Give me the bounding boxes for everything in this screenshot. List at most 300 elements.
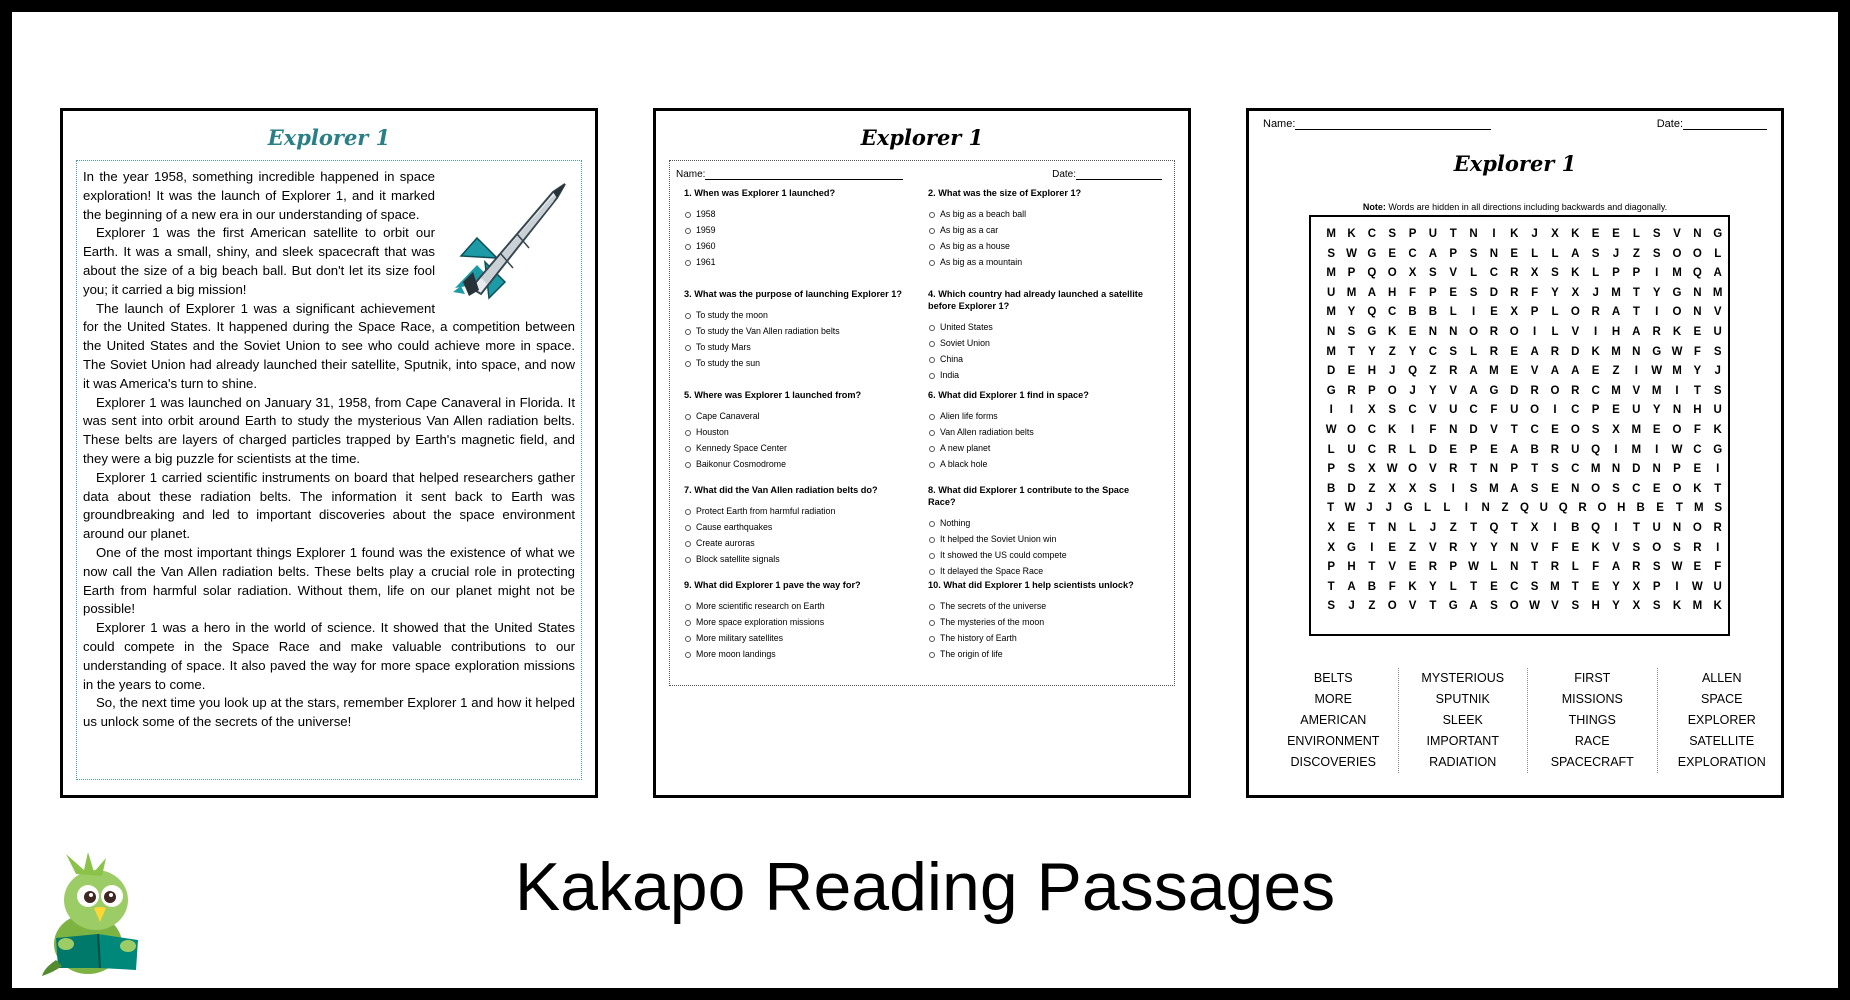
grid-letter[interactable]: S [1449, 345, 1458, 358]
grid-letter[interactable]: P [1327, 463, 1335, 476]
grid-letter[interactable]: T [1510, 521, 1518, 534]
grid-letter[interactable]: O [1597, 502, 1607, 515]
answer-option[interactable]: Cause earthquakes [684, 520, 912, 536]
grid-letter[interactable]: V [1429, 404, 1437, 417]
grid-letter[interactable]: M [1651, 384, 1662, 397]
answer-option[interactable]: Cape Canaveral [684, 409, 912, 425]
grid-letter[interactable]: D [1510, 384, 1519, 397]
grid-letter[interactable]: Y [1469, 541, 1478, 554]
grid-letter[interactable]: G [1326, 384, 1336, 397]
grid-letter[interactable]: I [1349, 404, 1354, 417]
answer-option[interactable]: 1961 [684, 255, 912, 271]
grid-letter[interactable]: S [1652, 228, 1661, 240]
grid-letter[interactable]: U [1428, 228, 1438, 240]
answer-option[interactable]: To study the moon [684, 308, 912, 324]
grid-letter[interactable]: O [1550, 384, 1560, 397]
grid-letter[interactable]: I [1329, 404, 1333, 417]
grid-letter[interactable]: M [1326, 306, 1336, 319]
grid-letter[interactable]: L [1470, 345, 1478, 358]
grid-letter[interactable]: Y [1612, 580, 1620, 593]
grid-letter[interactable]: Z [1388, 345, 1396, 358]
grid-letter[interactable]: E [1693, 463, 1702, 476]
grid-letter[interactable]: I [1614, 521, 1618, 534]
grid-letter[interactable]: I [1675, 580, 1679, 593]
grid-letter[interactable]: F [1490, 404, 1498, 417]
grid-letter[interactable]: S [1469, 482, 1478, 495]
grid-letter[interactable]: G [1489, 384, 1499, 397]
grid-letter[interactable]: P [1652, 580, 1661, 593]
grid-letter[interactable]: P [1469, 443, 1478, 456]
answer-option[interactable]: Nothing [928, 516, 1156, 532]
grid-letter[interactable]: D [1571, 345, 1580, 358]
grid-letter[interactable]: E [1388, 247, 1397, 260]
grid-letter[interactable]: F [1429, 423, 1437, 436]
grid-letter[interactable]: G [1403, 502, 1413, 515]
grid-letter[interactable]: Q [1519, 502, 1529, 515]
grid-letter[interactable]: V [1530, 365, 1539, 378]
grid-letter[interactable]: O [1387, 267, 1397, 280]
grid-letter[interactable]: T [1632, 306, 1640, 319]
grid-letter[interactable]: A [1530, 345, 1539, 358]
grid-letter[interactable]: R [1428, 561, 1438, 574]
grid-letter[interactable]: M [1326, 228, 1336, 240]
grid-letter[interactable]: L [1424, 502, 1432, 515]
grid-letter[interactable]: O [1570, 306, 1580, 319]
grid-letter[interactable]: K [1693, 482, 1702, 495]
grid-letter[interactable]: W [1529, 600, 1541, 613]
grid-letter[interactable]: D [1632, 463, 1641, 476]
grid-letter[interactable]: S [1429, 267, 1437, 280]
grid-letter[interactable]: E [1510, 365, 1519, 378]
letter-grid[interactable] [1309, 215, 1730, 636]
grid-letter[interactable]: V [1449, 384, 1458, 397]
grid-letter[interactable]: P [1673, 463, 1681, 476]
ws-name-field[interactable] [1263, 118, 1491, 130]
grid-letter[interactable]: A [1469, 384, 1478, 397]
grid-letter[interactable]: K [1591, 345, 1600, 358]
grid-letter[interactable]: N [1510, 541, 1519, 554]
grid-letter[interactable]: M [1692, 600, 1703, 613]
answer-option[interactable]: 1959 [684, 223, 912, 239]
grid-letter[interactable]: M [1631, 443, 1642, 456]
grid-letter[interactable]: Z [1368, 600, 1376, 613]
grid-letter[interactable]: O [1408, 463, 1418, 476]
grid-letter[interactable]: T [1470, 521, 1478, 534]
grid-letter[interactable]: R [1713, 521, 1722, 534]
grid-letter[interactable]: K [1571, 228, 1580, 240]
grid-letter[interactable]: E [1408, 325, 1417, 338]
answer-option[interactable]: A new planet [928, 441, 1156, 457]
grid-letter[interactable]: R [1530, 384, 1539, 397]
grid-letter[interactable]: V [1408, 600, 1417, 613]
grid-letter[interactable]: L [1551, 306, 1559, 319]
grid-letter[interactable]: Y [1693, 365, 1702, 378]
grid-letter[interactable]: M [1611, 345, 1621, 358]
grid-letter[interactable]: E [1652, 423, 1661, 436]
grid-letter[interactable]: S [1327, 247, 1335, 260]
grid-letter[interactable]: O [1387, 600, 1397, 613]
grid-letter[interactable]: S [1673, 541, 1681, 554]
grid-letter[interactable]: S [1591, 247, 1600, 260]
grid-letter[interactable]: X [1632, 580, 1641, 593]
grid-letter[interactable]: A [1510, 443, 1519, 456]
grid-letter[interactable]: S [1713, 384, 1722, 397]
grid-letter[interactable]: P [1530, 306, 1539, 319]
grid-letter[interactable]: Q [1692, 267, 1702, 280]
answer-option[interactable]: Baikonur Cosmodrome [684, 457, 912, 473]
grid-letter[interactable]: R [1571, 384, 1580, 397]
grid-letter[interactable]: N [1489, 463, 1499, 476]
grid-letter[interactable]: Z [1632, 247, 1640, 260]
grid-letter[interactable]: M [1550, 580, 1560, 593]
grid-letter[interactable]: E [1347, 521, 1356, 534]
grid-letter[interactable]: B [1530, 443, 1539, 456]
grid-letter[interactable]: P [1429, 286, 1437, 299]
grid-letter[interactable]: S [1714, 502, 1723, 515]
grid-letter[interactable]: H [1693, 404, 1702, 417]
grid-letter[interactable]: R [1347, 384, 1356, 397]
grid-letter[interactable]: M [1631, 423, 1642, 436]
grid-letter[interactable]: X [1530, 521, 1539, 534]
grid-letter[interactable]: N [1632, 345, 1641, 358]
answer-option[interactable]: Van Allen radiation belts [928, 425, 1156, 441]
grid-letter[interactable]: C [1571, 463, 1580, 476]
grid-letter[interactable]: Y [1652, 404, 1661, 417]
grid-letter[interactable]: X [1368, 463, 1376, 476]
answer-option[interactable]: Soviet Union [928, 336, 1156, 352]
grid-letter[interactable]: V [1530, 541, 1539, 554]
grid-letter[interactable]: O [1672, 423, 1682, 436]
grid-letter[interactable]: I [1492, 228, 1496, 240]
grid-letter[interactable]: A [1571, 247, 1580, 260]
grid-letter[interactable]: D [1428, 443, 1438, 456]
grid-letter[interactable]: M [1326, 267, 1336, 280]
grid-letter[interactable]: N [1672, 521, 1682, 534]
grid-letter[interactable]: K [1713, 423, 1722, 436]
answer-option[interactable]: A black hole [928, 457, 1156, 473]
grid-letter[interactable]: E [1693, 561, 1702, 574]
grid-letter[interactable]: G [1347, 541, 1356, 554]
grid-letter[interactable]: C [1367, 443, 1377, 456]
grid-letter[interactable]: H [1617, 502, 1626, 515]
grid-letter[interactable]: W [1468, 561, 1479, 574]
grid-letter[interactable]: R [1449, 463, 1458, 476]
grid-letter[interactable]: X [1368, 404, 1376, 417]
grid-letter[interactable]: A [1469, 365, 1478, 378]
grid-letter[interactable]: L [1551, 247, 1559, 260]
grid-letter[interactable]: I [1594, 325, 1598, 338]
grid-letter[interactable]: S [1530, 580, 1539, 593]
grid-letter[interactable]: N [1449, 325, 1458, 338]
answer-option[interactable]: To study the sun [684, 356, 912, 372]
grid-letter[interactable]: J [1592, 286, 1599, 299]
grid-letter[interactable]: A [1428, 247, 1438, 260]
grid-letter[interactable]: O [1591, 482, 1601, 495]
grid-letter[interactable]: N [1693, 286, 1702, 299]
answer-option[interactable]: As big as a car [928, 223, 1156, 239]
grid-letter[interactable]: L [1632, 228, 1640, 240]
grid-letter[interactable]: W [1346, 247, 1357, 260]
grid-letter[interactable]: Y [1347, 306, 1356, 319]
grid-letter[interactable]: M [1489, 482, 1499, 495]
grid-letter[interactable]: E [1612, 228, 1620, 240]
grid-letter[interactable]: F [1592, 561, 1600, 574]
grid-letter[interactable]: S [1469, 286, 1478, 299]
grid-letter[interactable]: A [1367, 286, 1377, 299]
grid-letter[interactable]: N [1327, 325, 1336, 338]
grid-letter[interactable]: T [1470, 463, 1478, 476]
grid-letter[interactable]: F [1388, 580, 1396, 593]
answer-option[interactable]: The history of Earth [928, 631, 1156, 647]
grid-letter[interactable]: A [1571, 365, 1580, 378]
grid-letter[interactable]: V [1612, 541, 1620, 554]
grid-letter[interactable]: R [1652, 325, 1661, 338]
grid-letter[interactable]: I [1655, 443, 1659, 456]
grid-letter[interactable]: V [1429, 541, 1437, 554]
grid-letter[interactable]: V [1429, 463, 1437, 476]
grid-letter[interactable]: C [1591, 384, 1600, 397]
grid-letter[interactable]: K [1347, 228, 1356, 240]
grid-letter[interactable]: U [1449, 404, 1458, 417]
grid-letter[interactable]: N [1489, 247, 1499, 260]
grid-letter[interactable]: I [1370, 541, 1374, 554]
grid-letter[interactable]: U [1539, 502, 1548, 515]
grid-letter[interactable]: G [1367, 247, 1377, 260]
grid-letter[interactable]: O [1692, 247, 1702, 260]
grid-letter[interactable]: B [1408, 306, 1417, 319]
answer-option[interactable]: The mysteries of the moon [928, 615, 1156, 631]
grid-letter[interactable]: J [1714, 365, 1721, 378]
grid-letter[interactable]: G [1367, 325, 1377, 338]
grid-letter[interactable]: K [1388, 325, 1397, 338]
grid-letter[interactable]: B [1571, 521, 1580, 534]
grid-letter[interactable]: R [1578, 502, 1587, 515]
grid-letter[interactable]: A [1713, 267, 1722, 280]
grid-letter[interactable]: H [1367, 365, 1377, 378]
grid-letter[interactable]: E [1591, 228, 1600, 240]
grid-letter[interactable]: U [1632, 404, 1641, 417]
grid-letter[interactable]: R [1550, 345, 1560, 358]
grid-letter[interactable]: C [1530, 423, 1539, 436]
answer-option[interactable]: 1958 [684, 207, 912, 223]
grid-letter[interactable]: B [1367, 580, 1377, 593]
grid-letter[interactable]: Q [1489, 521, 1499, 534]
grid-letter[interactable]: R [1510, 267, 1519, 280]
grid-letter[interactable]: J [1612, 247, 1620, 260]
grid-letter[interactable]: S [1347, 463, 1356, 476]
grid-letter[interactable]: T [1449, 228, 1457, 240]
grid-letter[interactable]: T [1470, 580, 1478, 593]
grid-letter[interactable]: M [1712, 286, 1723, 299]
grid-letter[interactable]: E [1571, 541, 1580, 554]
grid-letter[interactable]: V [1713, 306, 1722, 319]
grid-letter[interactable]: P [1408, 228, 1417, 240]
grid-letter[interactable]: R [1489, 345, 1499, 358]
grid-letter[interactable]: F [1551, 541, 1559, 554]
answer-option[interactable]: As big as a beach ball [928, 207, 1156, 223]
answer-option[interactable]: Alien life forms [928, 409, 1156, 425]
grid-letter[interactable]: A [1347, 580, 1356, 593]
grid-letter[interactable]: I [1655, 306, 1659, 319]
grid-letter[interactable]: X [1327, 541, 1335, 554]
grid-letter[interactable]: S [1551, 267, 1559, 280]
grid-letter[interactable]: Q [1591, 443, 1601, 456]
grid-letter[interactable]: E [1449, 443, 1458, 456]
answer-option[interactable]: More scientific research on Earth [684, 599, 912, 615]
grid-letter[interactable]: N [1510, 561, 1519, 574]
grid-letter[interactable]: C [1469, 404, 1478, 417]
answer-option[interactable]: Block satellite signals [684, 552, 912, 568]
answer-option[interactable]: More moon landings [684, 647, 912, 663]
grid-letter[interactable]: W [1651, 365, 1663, 378]
grid-letter[interactable]: M [1672, 267, 1682, 280]
grid-letter[interactable]: P [1612, 267, 1620, 280]
grid-letter[interactable]: D [1327, 365, 1336, 378]
grid-letter[interactable]: X [1408, 482, 1417, 495]
grid-letter[interactable]: Q [1591, 521, 1601, 534]
grid-letter[interactable]: N [1481, 502, 1490, 515]
grid-letter[interactable]: U [1713, 325, 1722, 338]
grid-letter[interactable]: E [1612, 404, 1620, 417]
grid-letter[interactable]: W [1671, 561, 1683, 574]
grid-letter[interactable]: F [1531, 286, 1539, 299]
grid-letter[interactable]: L [1531, 247, 1539, 260]
grid-letter[interactable]: Z [1368, 482, 1376, 495]
grid-letter[interactable]: Y [1551, 286, 1559, 299]
grid-letter[interactable]: R [1388, 443, 1397, 456]
grid-letter[interactable]: Z [1429, 365, 1437, 378]
grid-letter[interactable]: J [1389, 365, 1396, 378]
grid-letter[interactable]: I [1553, 404, 1557, 417]
grid-letter[interactable]: X [1612, 423, 1620, 436]
grid-letter[interactable]: M [1611, 286, 1621, 299]
grid-letter[interactable]: W [1691, 580, 1703, 593]
answer-option[interactable]: More military satellites [684, 631, 912, 647]
grid-letter[interactable]: Q [1558, 502, 1568, 515]
grid-letter[interactable]: E [1591, 365, 1600, 378]
grid-letter[interactable]: H [1591, 600, 1600, 613]
grid-letter[interactable]: Z [1449, 521, 1457, 534]
grid-letter[interactable]: V [1490, 423, 1498, 436]
grid-letter[interactable]: N [1388, 521, 1397, 534]
grid-letter[interactable]: M [1489, 365, 1499, 378]
grid-letter[interactable]: L [1449, 306, 1457, 319]
grid-letter[interactable]: I [1553, 521, 1557, 534]
grid-letter[interactable]: L [1409, 521, 1417, 534]
grid-letter[interactable]: O [1509, 600, 1519, 613]
grid-letter[interactable]: X [1530, 267, 1539, 280]
grid-letter[interactable]: U [1571, 443, 1580, 456]
grid-letter[interactable]: I [1716, 541, 1720, 554]
grid-letter[interactable]: C [1367, 423, 1377, 436]
grid-letter[interactable]: Q [1408, 365, 1418, 378]
grid-letter[interactable]: C [1408, 404, 1417, 417]
grid-letter[interactable]: O [1672, 247, 1682, 260]
grid-letter[interactable]: S [1652, 247, 1661, 260]
grid-letter[interactable]: I [1655, 267, 1659, 280]
grid-letter[interactable]: C [1510, 580, 1519, 593]
grid-letter[interactable]: X [1510, 306, 1519, 319]
grid-letter[interactable]: I [1410, 423, 1415, 436]
grid-letter[interactable]: E [1591, 580, 1600, 593]
grid-letter[interactable]: O [1347, 423, 1356, 436]
answer-option[interactable]: China [928, 352, 1156, 368]
grid-letter[interactable]: W [1671, 443, 1683, 456]
grid-letter[interactable]: S [1571, 600, 1580, 613]
grid-letter[interactable]: S [1469, 247, 1478, 260]
grid-letter[interactable]: A [1469, 600, 1478, 613]
date-field[interactable] [1052, 169, 1162, 180]
grid-letter[interactable]: A [1510, 482, 1519, 495]
ws-date-field[interactable] [1657, 118, 1767, 130]
grid-letter[interactable]: E [1551, 423, 1559, 436]
grid-letter[interactable]: Y [1408, 345, 1417, 358]
answer-option[interactable]: As big as a mountain [928, 255, 1156, 271]
grid-letter[interactable]: T [1531, 463, 1539, 476]
grid-letter[interactable]: L [1470, 267, 1478, 280]
grid-letter[interactable]: N [1428, 325, 1438, 338]
grid-letter[interactable]: S [1551, 463, 1559, 476]
grid-letter[interactable]: S [1612, 482, 1620, 495]
grid-letter[interactable]: P [1591, 404, 1600, 417]
grid-letter[interactable]: E [1510, 247, 1519, 260]
grid-letter[interactable]: E [1347, 365, 1356, 378]
grid-letter[interactable]: V [1673, 228, 1681, 240]
grid-letter[interactable]: R [1693, 541, 1702, 554]
grid-letter[interactable]: V [1551, 600, 1559, 613]
answer-option[interactable]: United States [928, 320, 1156, 336]
grid-letter[interactable]: X [1632, 600, 1641, 613]
grid-letter[interactable]: R [1449, 365, 1458, 378]
grid-letter[interactable]: L [1571, 561, 1579, 574]
grid-letter[interactable]: Y [1652, 286, 1661, 299]
grid-letter[interactable]: T [1368, 521, 1376, 534]
grid-letter[interactable]: R [1550, 443, 1560, 456]
grid-letter[interactable]: A [1611, 561, 1621, 574]
grid-letter[interactable]: M [1611, 384, 1621, 397]
grid-letter[interactable]: E [1490, 580, 1498, 593]
grid-letter[interactable]: W [1386, 463, 1398, 476]
grid-letter[interactable]: C [1632, 482, 1641, 495]
grid-letter[interactable]: Y [1490, 541, 1498, 554]
grid-letter[interactable]: L [1409, 443, 1417, 456]
grid-letter[interactable]: L [1443, 502, 1451, 515]
grid-letter[interactable]: E [1693, 325, 1702, 338]
grid-letter[interactable]: U [1510, 404, 1519, 417]
grid-letter[interactable]: R [1510, 286, 1519, 299]
grid-letter[interactable]: N [1611, 463, 1621, 476]
grid-letter[interactable]: I [1634, 365, 1638, 378]
grid-letter[interactable]: A [1611, 306, 1621, 319]
grid-letter[interactable]: L [1551, 325, 1559, 338]
grid-letter[interactable]: M [1326, 345, 1336, 358]
grid-letter[interactable]: J [1531, 228, 1538, 240]
grid-letter[interactable]: C [1388, 306, 1397, 319]
name-field[interactable] [676, 169, 903, 180]
grid-letter[interactable]: X [1551, 228, 1559, 240]
grid-letter[interactable]: T [1327, 580, 1335, 593]
grid-letter[interactable]: K [1408, 580, 1417, 593]
grid-letter[interactable]: T [1531, 561, 1539, 574]
grid-letter[interactable]: V [1632, 384, 1641, 397]
grid-letter[interactable]: T [1693, 384, 1701, 397]
grid-letter[interactable]: V [1571, 325, 1580, 338]
grid-letter[interactable]: G [1652, 345, 1662, 358]
grid-letter[interactable]: K [1510, 228, 1519, 240]
answer-option[interactable]: Houston [684, 425, 912, 441]
grid-letter[interactable]: J [1429, 521, 1437, 534]
grid-letter[interactable]: M [1590, 463, 1601, 476]
